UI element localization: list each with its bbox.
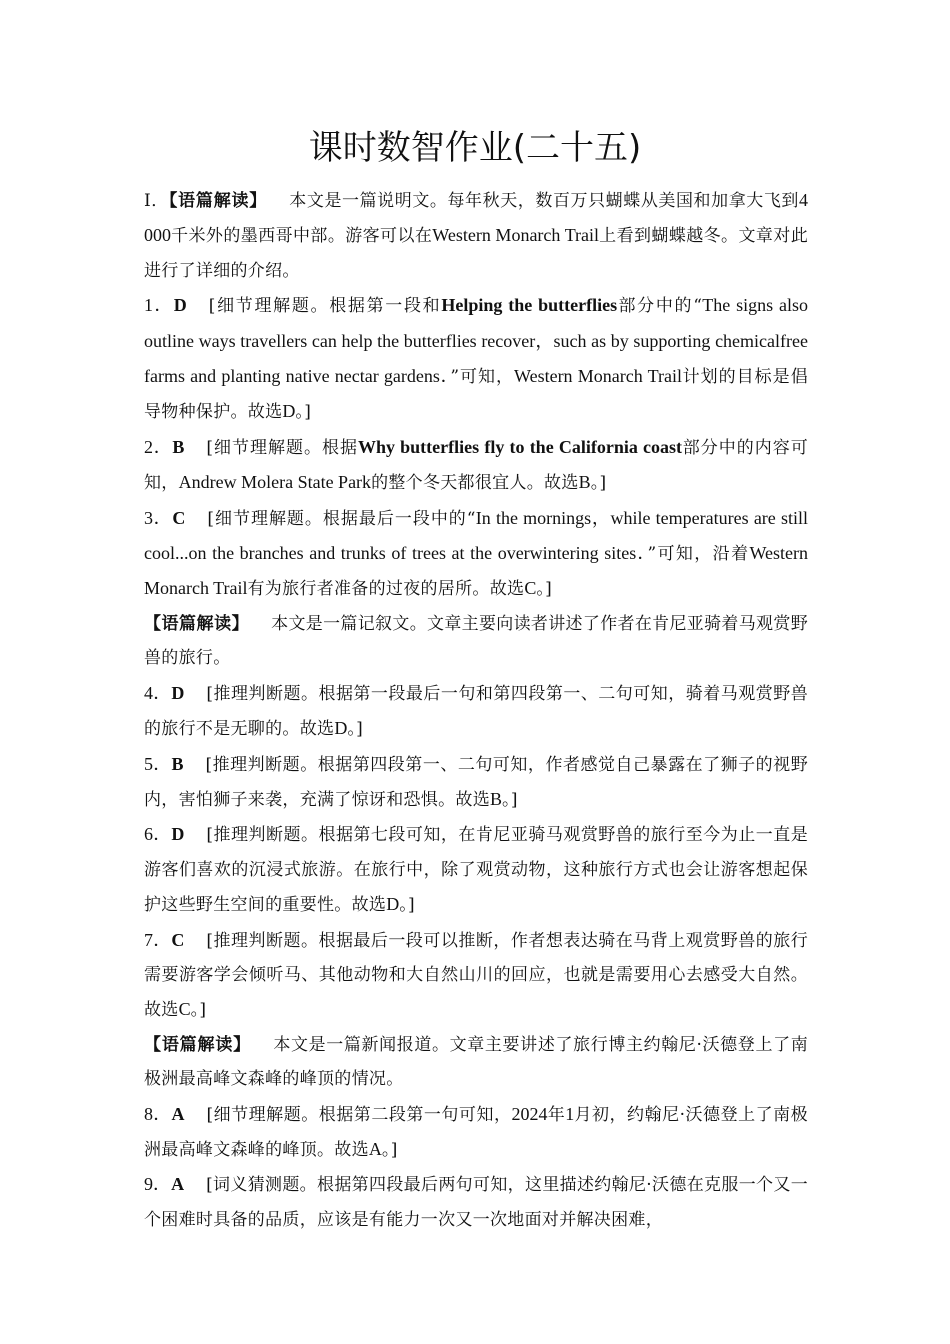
section-prefix: Ⅰ． bbox=[144, 191, 169, 211]
passage-summary-3: 【语篇解读】 本文是一篇新闻报道。文章主要讲述了旅行博主约翰尼·沃德登上了南极洲最高峰文森峰的峰顶的情况。 bbox=[144, 1034, 809, 1090]
answer-letter: D bbox=[171, 824, 185, 845]
answer-content bbox=[144, 183, 808, 1237]
passage-summary-2: 【语篇解读】 本文是一篇记叙文。文章主要向读者讲述了作者在肯尼亚骑着马观赏野兽的旅行。 bbox=[144, 613, 808, 669]
answer-item-2: 2．B [细节理解题。根据Why butterflies fly to the California coast部分中的内容可知，Andrew Molera State Park的整个冬天都很宜人。故选B。] bbox=[144, 436, 808, 494]
section-header: 【语篇解读】 bbox=[144, 613, 250, 634]
answer-item-5: 5．B [推理判断题。根据第四段第一、二句可知，作者感觉自己暴露在了狮子的视野内，害怕狮子来袭，充满了惊讶和恐惧。故选B。] bbox=[144, 753, 808, 810]
passage-summary-1: Ⅰ．【语篇解读】 本文是一篇说明文。每年秋天，数百万只蝴蝶从美国和加拿大飞到4 000千米外的墨西哥中部。游客可以在Western Monarch Trail上看到蝴蝶越冬。文章对此进行了详细的介绍。 bbox=[144, 190, 809, 281]
answer-letter: A bbox=[171, 1174, 185, 1195]
answer-item-3: 3．C [细节理解题。根据最后一段中的“In the mornings，while temperatures are still cool...on the branches and trunks of trees at the overwintering sites．”可知，沿着Western Monarch Trail有为旅行者准备的过夜的居所。故选C。] bbox=[144, 507, 808, 600]
answer-item-6: 6．D [推理判断题。根据第七段可知，在肯尼亚骑马观赏野兽的旅行至今为止一直是游客们喜欢的沉浸式旅游。在旅行中，除了观赏动物，这种旅行方式也会让游客想起保护这些野生空间的重要性。故选D。] bbox=[144, 824, 808, 916]
answer-item-7: 7．C [推理判断题。根据最后一段可以推断，作者想表达骑在马背上观赏野兽的旅行需要游客学会倾听马、其他动物和大自然山川的回应，也就是需要用心去感受大自然。故选C。] bbox=[144, 929, 808, 1021]
answer-item-1: 1．D [细节理解题。根据第一段和Helping the butterflies部分中的“The signs also outline ways travellers can help the butterflies recover，such as by supporting chemicalfree farms and planting native nectar gardens．”可知，Western Monarch Trail计划的目标是倡导物种保护。故选D。] bbox=[144, 295, 808, 423]
answer-letter: B bbox=[172, 436, 185, 457]
answer-item-8: 8．A [细节理解题。根据第二段第一句可知，2024年1月初，约翰尼·沃德登上了南极洲最高峰文森峰的峰顶。故选A。] bbox=[144, 1103, 808, 1160]
answer-letter: D bbox=[171, 682, 185, 703]
page-title: 课时数智作业(二十五) bbox=[308, 128, 642, 168]
answer-item-9: 9．A [词义猜测题。根据第四段最后两句可知，这里描述约翰尼·沃德在克服一个又一个困难时具备的品质，应该是有能力一次又一次地面对并解决困难， bbox=[144, 1174, 808, 1230]
answer-letter: A bbox=[171, 1103, 185, 1124]
section-header: 【语篇解读】 bbox=[168, 191, 268, 211]
section-header: 【语篇解读】 bbox=[144, 1034, 251, 1055]
answer-letter: B bbox=[171, 753, 184, 774]
answer-letter: D bbox=[173, 295, 187, 316]
answer-item-4: 4．D [推理判断题。根据第一段最后一句和第四段第一、二句可知，骑着马观赏野兽的旅行不是无聊的。故选D。] bbox=[144, 682, 808, 740]
answer-letter: C bbox=[172, 507, 186, 528]
answer-letter: C bbox=[171, 929, 185, 950]
